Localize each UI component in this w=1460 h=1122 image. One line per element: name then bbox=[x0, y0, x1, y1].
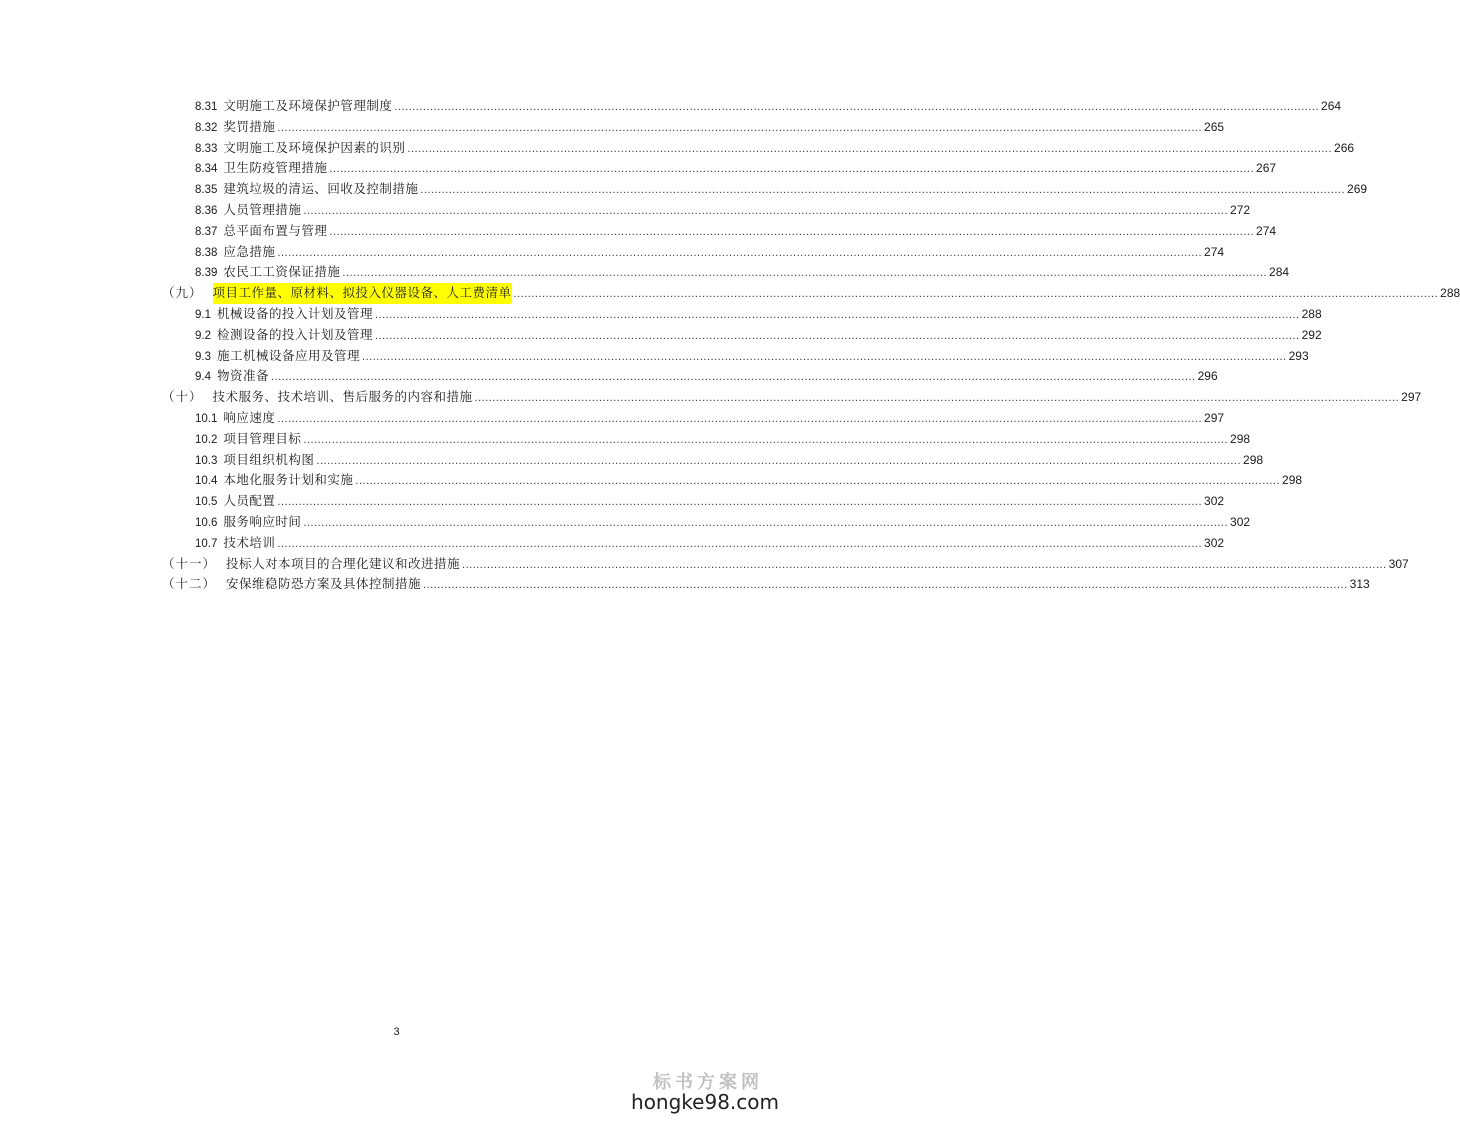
toc-entry-title: 安保维稳防恐方案及具体控制措施 bbox=[226, 576, 422, 592]
toc-leader-dots: .................................................................................................................................................................................................................................................................... bbox=[420, 184, 1346, 197]
toc-entry-page: 307 bbox=[1388, 556, 1409, 571]
toc-entry-number: 8.32 bbox=[195, 121, 218, 134]
toc-leader-dots: .................................................................................................................................................................................................................................................................... bbox=[303, 516, 1229, 529]
toc-entry-page: 302 bbox=[1204, 535, 1225, 550]
toc-entry-page: 274 bbox=[1204, 244, 1225, 259]
toc-entry-number: 8.36 bbox=[195, 204, 218, 217]
toc-entry[interactable] bbox=[162, 96, 1342, 117]
toc-entry-number: 9.3 bbox=[195, 350, 211, 363]
toc-entry-title: 农民工工资保证措施 bbox=[223, 264, 341, 280]
toc-entry[interactable] bbox=[162, 429, 1251, 450]
toc-entry-number: （十二） bbox=[162, 576, 217, 592]
toc-entry-page: 284 bbox=[1269, 265, 1290, 280]
toc-entry[interactable] bbox=[162, 574, 1370, 595]
toc-entry-title: 施工机械设备应用及管理 bbox=[217, 347, 361, 363]
toc-entry-title: 卫生防疫管理措施 bbox=[223, 160, 328, 176]
toc-entry-number: 9.1 bbox=[195, 308, 211, 321]
toc-entry-number: 10.5 bbox=[195, 496, 218, 509]
toc-entry-title: 项目工作量、原材料、拟投入仪器设备、人工费清单 bbox=[213, 283, 512, 304]
toc-entry-title: 本地化服务计划和实施 bbox=[223, 472, 354, 488]
toc-entry-title: 机械设备的投入计划及管理 bbox=[217, 305, 374, 321]
toc-entry-title: 物资准备 bbox=[217, 368, 270, 384]
toc-entry-title: 技术服务、技术培训、售后服务的内容和措施 bbox=[212, 389, 473, 405]
toc-entry-title: 响应速度 bbox=[223, 409, 276, 425]
toc-entry-number: 10.1 bbox=[195, 412, 218, 425]
toc-entry[interactable] bbox=[162, 408, 1225, 429]
toc-entry-title: 总平面布置与管理 bbox=[223, 222, 328, 238]
toc-entry[interactable] bbox=[162, 325, 1322, 346]
toc-entry-page: 313 bbox=[1349, 577, 1370, 592]
toc-leader-dots: .................................................................................................................................................................................................................................................................... bbox=[462, 558, 1387, 571]
toc-leader-dots: .................................................................................................................................................................................................................................................................... bbox=[342, 267, 1268, 280]
toc-entry-title: 人员配置 bbox=[223, 493, 276, 509]
toc-leader-dots: .................................................................................................................................................................................................................................................................... bbox=[316, 454, 1242, 467]
toc-entry-page: 267 bbox=[1256, 161, 1277, 176]
watermark-text: 标书方案网 bbox=[653, 1072, 763, 1093]
table-of-contents bbox=[162, 96, 1460, 595]
toc-entry[interactable] bbox=[162, 346, 1309, 367]
toc-entry[interactable] bbox=[162, 200, 1251, 221]
toc-leader-dots: .................................................................................................................................................................................................................................................................... bbox=[423, 579, 1348, 592]
toc-entry-page: 264 bbox=[1321, 99, 1342, 113]
toc-entry-title: 建筑垃圾的清运、回收及控制措施 bbox=[223, 181, 419, 197]
toc-entry[interactable] bbox=[162, 138, 1355, 159]
toc-entry-number: （十） bbox=[162, 389, 203, 405]
toc-entry-number: 8.35 bbox=[195, 184, 218, 197]
toc-entry[interactable] bbox=[162, 179, 1368, 200]
toc-entry-number: （十一） bbox=[162, 555, 217, 571]
toc-entry[interactable] bbox=[162, 533, 1225, 554]
toc-entry[interactable] bbox=[162, 221, 1277, 242]
toc-entry-number: 8.37 bbox=[195, 225, 218, 238]
toc-entry-title: 检测设备的投入计划及管理 bbox=[217, 326, 374, 342]
toc-entry[interactable] bbox=[162, 387, 1422, 408]
toc-entry-page: 297 bbox=[1401, 390, 1422, 405]
toc-entry[interactable] bbox=[162, 512, 1251, 533]
toc-entry[interactable] bbox=[162, 242, 1225, 263]
toc-entry-number: 9.2 bbox=[195, 329, 211, 342]
toc-entry-page: 265 bbox=[1204, 119, 1225, 134]
toc-entry-title: 项目管理目标 bbox=[223, 430, 302, 446]
toc-entry[interactable] bbox=[162, 554, 1409, 575]
toc-entry-number: 8.31 bbox=[195, 101, 218, 113]
toc-leader-dots: .................................................................................................................................................................................................................................................................... bbox=[513, 288, 1439, 301]
toc-leader-dots: .................................................................................................................................................................................................................................................................... bbox=[375, 329, 1300, 342]
toc-entry-page: 302 bbox=[1204, 494, 1225, 509]
toc-entry-page: 292 bbox=[1301, 327, 1322, 342]
toc-entry[interactable] bbox=[162, 117, 1225, 138]
toc-leader-dots: .................................................................................................................................................................................................................................................................... bbox=[277, 246, 1203, 259]
toc-entry-title: 奖罚措施 bbox=[223, 118, 276, 134]
watermark-url: hongke98.com bbox=[631, 1090, 779, 1114]
toc-entry-page: 296 bbox=[1197, 369, 1218, 384]
toc-leader-dots: .................................................................................................................................................................................................................................................................... bbox=[271, 371, 1196, 384]
toc-entry-number: 10.7 bbox=[195, 537, 218, 550]
toc-entry-title: 服务响应时间 bbox=[223, 513, 302, 529]
toc-entry-number: 10.2 bbox=[195, 433, 218, 446]
toc-entry-number: 9.4 bbox=[195, 371, 211, 384]
toc-entry-page: 298 bbox=[1282, 473, 1303, 488]
toc-entry-number: 10.6 bbox=[195, 516, 218, 529]
toc-leader-dots: .................................................................................................................................................................................................................................................................... bbox=[355, 475, 1281, 488]
toc-entry-title: 文明施工及环境保护管理制度 bbox=[223, 98, 393, 113]
toc-entry-title: 项目组织机构图 bbox=[223, 451, 315, 467]
toc-entry-title: 人员管理措施 bbox=[223, 201, 302, 217]
toc-leader-dots: .................................................................................................................................................................................................................................................................... bbox=[329, 225, 1255, 238]
toc-entry-title: 投标人对本项目的合理化建议和改进措施 bbox=[226, 555, 461, 571]
toc-entry-title: 技术培训 bbox=[223, 534, 276, 550]
toc-leader-dots: .................................................................................................................................................................................................................................................................... bbox=[277, 496, 1203, 509]
toc-entry-page: 293 bbox=[1288, 348, 1309, 363]
toc-entry-page: 266 bbox=[1334, 140, 1355, 155]
toc-leader-dots: .................................................................................................................................................................................................................................................................... bbox=[474, 392, 1400, 405]
toc-entry-number: 8.39 bbox=[195, 267, 218, 280]
toc-entry-number: （九） bbox=[162, 285, 203, 301]
toc-leader-dots: .................................................................................................................................................................................................................................................................... bbox=[303, 204, 1229, 217]
toc-entry-number: 8.34 bbox=[195, 163, 218, 176]
toc-leader-dots: .................................................................................................................................................................................................................................................................... bbox=[277, 537, 1203, 550]
toc-entry-number: 10.4 bbox=[195, 475, 218, 488]
toc-entry[interactable] bbox=[162, 158, 1277, 179]
toc-entry[interactable] bbox=[162, 470, 1303, 491]
toc-leader-dots: .................................................................................................................................................................................................................................................................... bbox=[277, 412, 1203, 425]
toc-entry[interactable] bbox=[162, 304, 1322, 325]
toc-leader-dots: .................................................................................................................................................................................................................................................................... bbox=[362, 350, 1287, 363]
toc-entry-page: 297 bbox=[1204, 410, 1225, 425]
toc-entry[interactable] bbox=[162, 262, 1290, 283]
toc-leader-dots: .................................................................................................................................................................................................................................................................... bbox=[303, 433, 1229, 446]
toc-entry[interactable] bbox=[162, 283, 1460, 304]
toc-leader-dots: .................................................................................................................................................................................................................................................................... bbox=[375, 308, 1300, 321]
toc-entry-number: 8.38 bbox=[195, 246, 218, 259]
toc-entry-page: 269 bbox=[1347, 182, 1368, 197]
toc-leader-dots: .................................................................................................................................................................................................................................................................... bbox=[407, 142, 1333, 155]
toc-entry-title: 应急措施 bbox=[223, 243, 276, 259]
toc-entry[interactable] bbox=[162, 450, 1264, 471]
toc-entry-page: 274 bbox=[1256, 223, 1277, 238]
toc-entry-page: 272 bbox=[1230, 202, 1251, 217]
toc-leader-dots: .................................................................................................................................................................................................................................................................... bbox=[277, 121, 1203, 134]
toc-entry-page: 288 bbox=[1440, 286, 1460, 301]
toc-leader-dots: .................................................................................................................................................................................................................................................................... bbox=[394, 101, 1320, 113]
toc-entry-page: 288 bbox=[1301, 306, 1322, 321]
toc-entry-title: 文明施工及环境保护因素的识别 bbox=[223, 139, 406, 155]
page-number: 3 bbox=[393, 1026, 400, 1038]
toc-entry-page: 302 bbox=[1230, 514, 1251, 529]
toc-entry[interactable] bbox=[162, 366, 1218, 387]
toc-entry-number: 8.33 bbox=[195, 142, 218, 155]
toc-leader-dots: .................................................................................................................................................................................................................................................................... bbox=[329, 163, 1255, 176]
toc-entry-number: 10.3 bbox=[195, 454, 218, 467]
toc-entry[interactable] bbox=[162, 491, 1225, 512]
toc-entry-page: 298 bbox=[1243, 452, 1264, 467]
toc-entry-page: 298 bbox=[1230, 431, 1251, 446]
